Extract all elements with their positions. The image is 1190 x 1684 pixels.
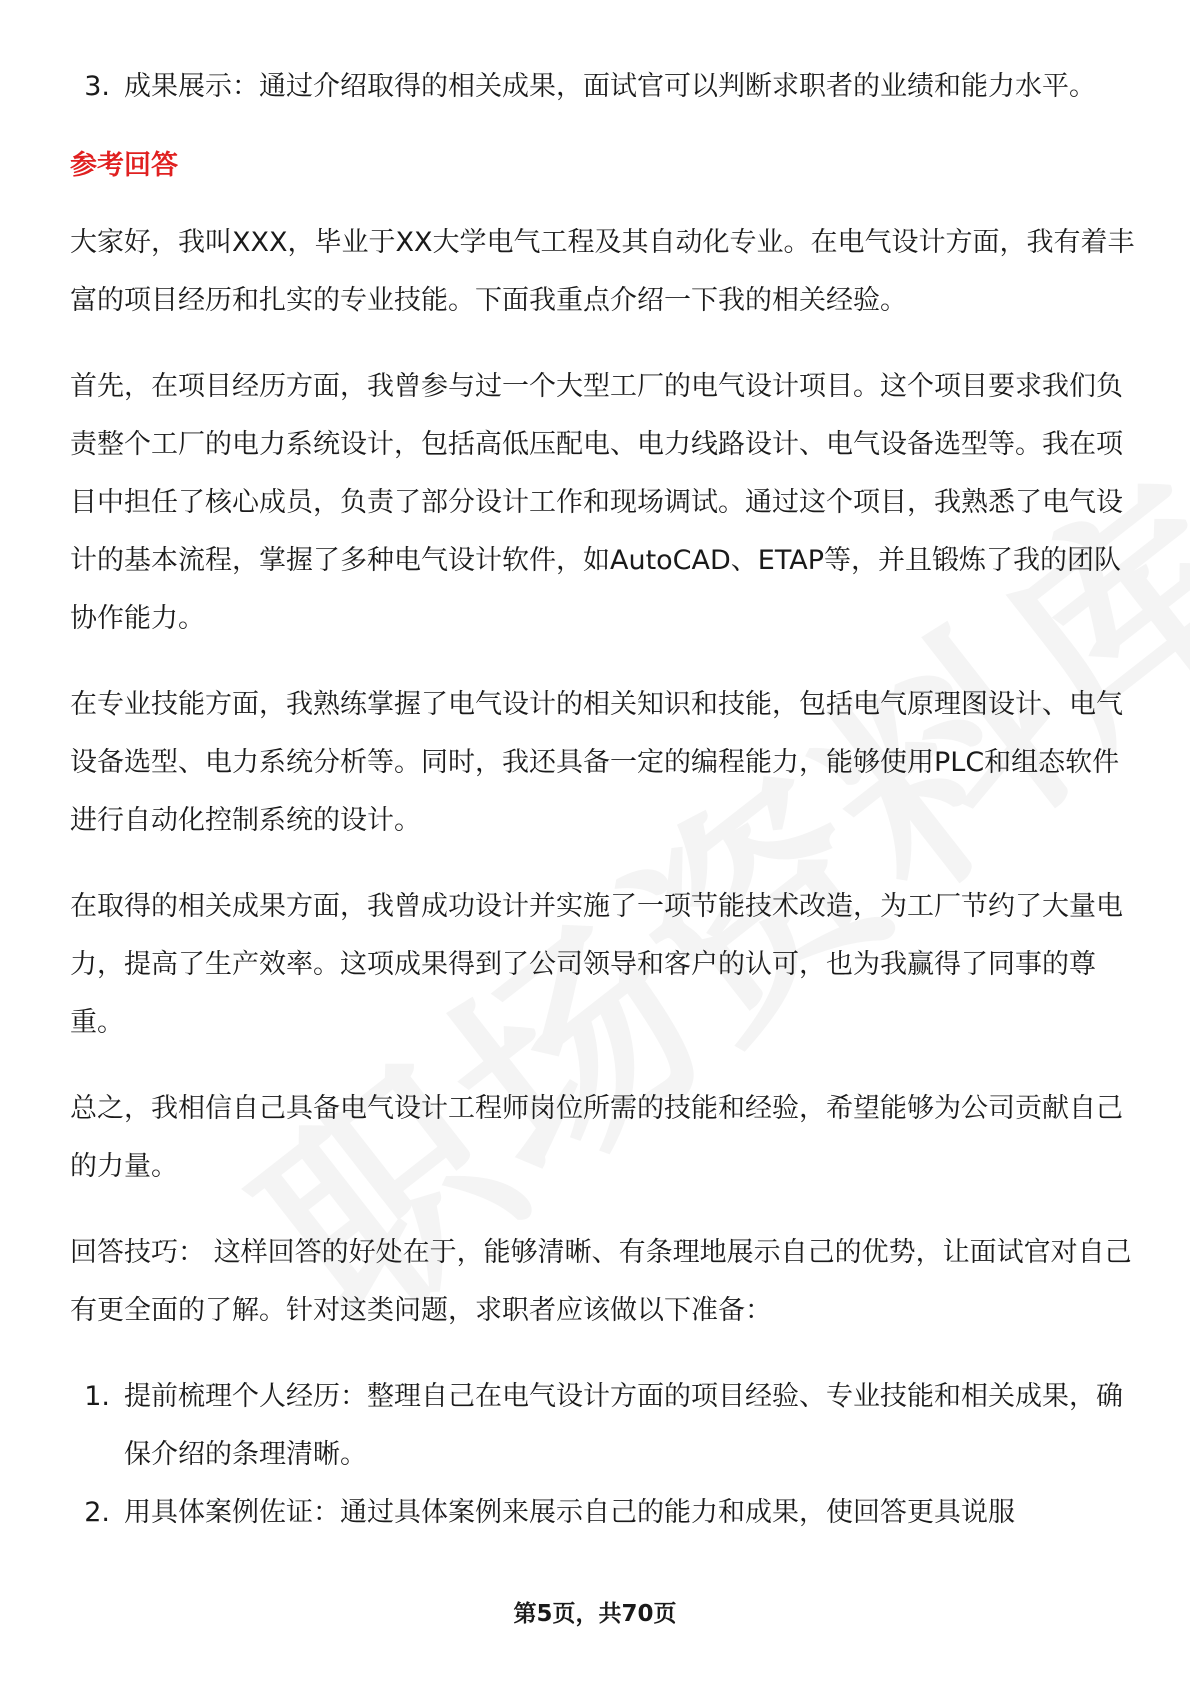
list-text: 用具体案例佐证：通过具体案例来展示自己的能力和成果，使回答更具说服 [124, 1497, 1015, 1528]
list-item-3 [70, 58, 1135, 116]
paragraph-tips: 回答技巧： 这样回答的好处在于，能够清晰、有条理地展示自己的优势，让面试官对自己有更全面的了解。针对这类问题，求职者应该做以下准备： [70, 1237, 1132, 1326]
paragraph-intro: 大家好，我叫XXX，毕业于XX大学电气工程及其自动化专业。在电气设计方面，我有着丰富的项目经历和扎实的专业技能。下面我重点介绍一下我的相关经验。 [70, 227, 1135, 316]
paragraph-project-experience: 首先，在项目经历方面，我曾参与过一个大型工厂的电气设计项目。这个项目要求我们负责整个工厂的电力系统设计，包括高低压配电、电力线路设计、电气设备选型等。我在项目中担任了核心成员，负责了部分设计工作和现场调试。通过这个项目，我熟悉了电气设计的基本流程，掌握了多种电气设计软件，如AutoCAD、ETAP等，并且锻炼了我的团队协作能力。 [70, 371, 1123, 634]
list-number: 3. [84, 71, 110, 102]
paragraph-skills: 在专业技能方面，我熟练掌握了电气设计的相关知识和技能，包括电气原理图设计、电气设备选型、电力系统分析等。同时，我还具备一定的编程能力，能够使用PLC和组态软件进行自动化控制系统的设计。 [70, 689, 1123, 836]
list-item-1 [70, 1368, 1135, 1484]
paragraph-achievements: 在取得的相关成果方面，我曾成功设计并实施了一项节能技术改造，为工厂节约了大量电力，提高了生产效率。这项成果得到了公司领导和客户的认可，也为我赢得了同事的尊重。 [70, 891, 1123, 1038]
list-text: 提前梳理个人经历：整理自己在电气设计方面的项目经验、专业技能和相关成果，确保介绍的条理清晰。 [124, 1381, 1123, 1470]
preparation-list [70, 1368, 1135, 1542]
page-footer: 第5页，共70页 [513, 1601, 677, 1627]
list-text: 成果展示：通过介绍取得的相关成果，面试官可以判断求职者的业绩和能力水平。 [124, 71, 1096, 102]
document-content [70, 58, 1135, 1542]
list-item-2 [70, 1484, 1135, 1542]
list-number: 1. [84, 1381, 110, 1412]
section-heading: 参考回答 [70, 150, 178, 181]
list-number: 2. [84, 1497, 110, 1528]
paragraph-summary: 总之，我相信自己具备电气设计工程师岗位所需的技能和经验，希望能够为公司贡献自己的力量。 [70, 1093, 1123, 1182]
